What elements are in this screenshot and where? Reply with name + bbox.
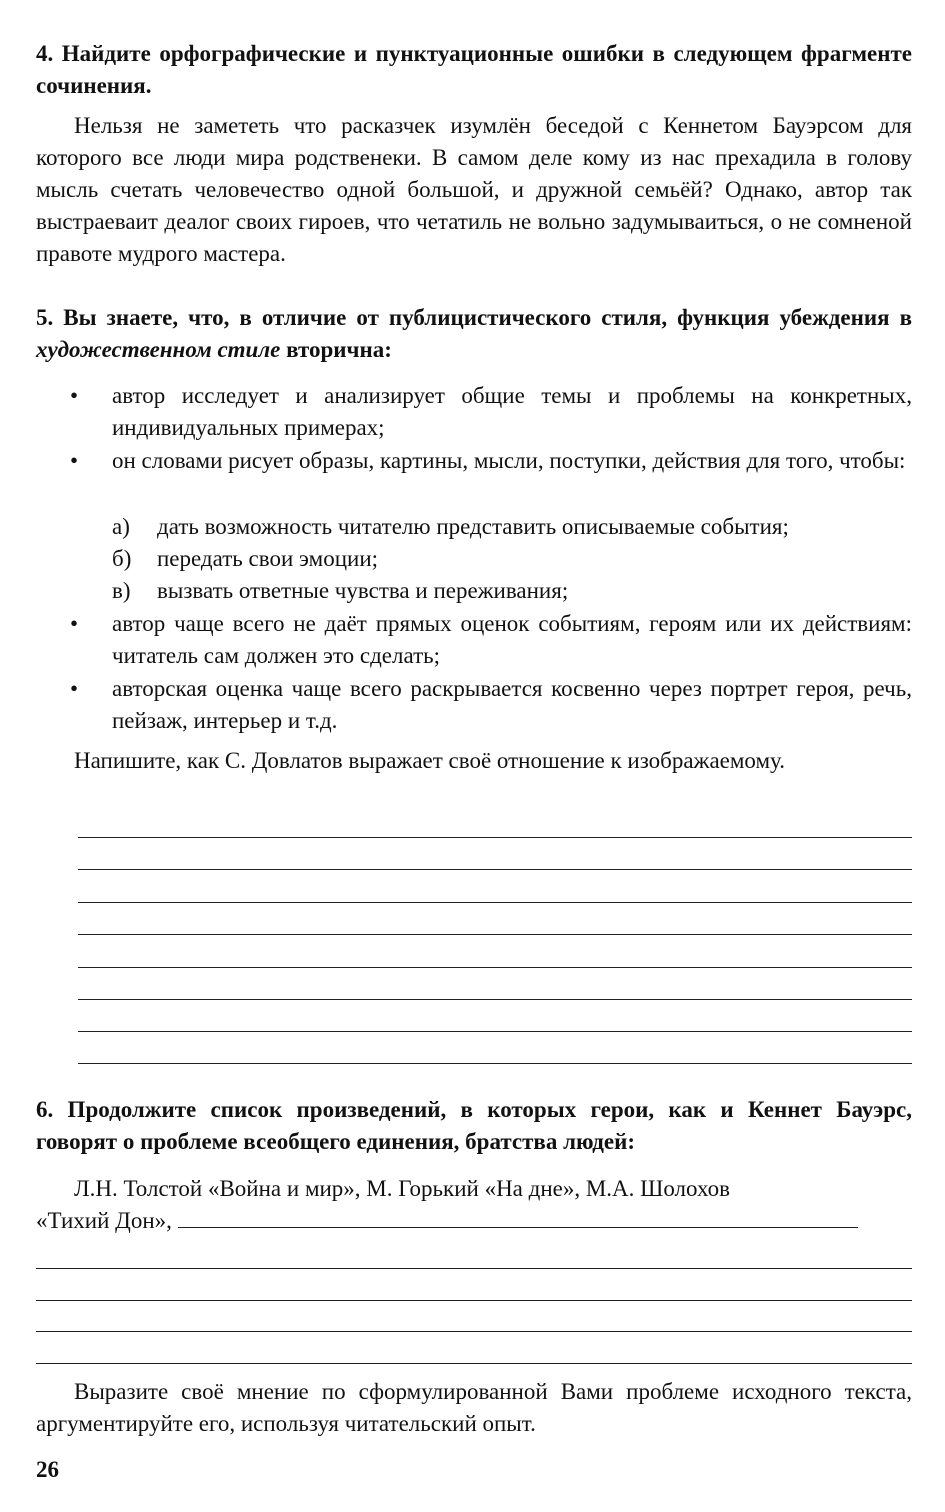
task6-list-start: «Тихий Дон», — [36, 1208, 172, 1233]
task4-title: 4. Найдите орфографические и пунктуационные ошибки в следующем фрагменте сочинения. — [36, 41, 912, 98]
task5-title-part2: вторична: — [280, 337, 392, 362]
task5-title-italic: художественном стиле — [36, 337, 281, 362]
task5-title — [36, 302, 912, 366]
answer-line[interactable] — [78, 1063, 912, 1064]
bullet-marker: • — [70, 383, 79, 408]
bullet-item-3: автор чаще всего не даёт прямых оценок событиям, героям или их действиям: читатель сам должен это сделать; — [112, 611, 912, 668]
task4-text: Нельзя не замететь что расказчек изумлён беседой с Кеннетом Бауэрсом для которого все люди мира родственеки. В самом деле кому из нас прехадила в голову мысль счетать человечество одной большой, и дружной семьёй? Однако, автор так выстраеваит деалог своих гироев, что четатиль не вольно задумываиться, о не сомненой правоте мудрого мастера. — [36, 113, 912, 266]
answer-line[interactable] — [78, 999, 912, 1000]
task6-title: 6. Продолжите список произведений, в которых герои, как и Кеннет Бауэрс, говорят о проблеме всеобщего единения, братства людей: — [36, 1097, 912, 1154]
answer-line[interactable] — [36, 1331, 912, 1332]
answer-line[interactable] — [78, 1031, 912, 1032]
subitem-text-b: передать свои эмоции; — [157, 546, 379, 571]
task6-list-line1: Л.Н. Толстой «Война и мир», М. Горький «На дне», М.А. Шолохов — [74, 1176, 730, 1201]
answer-line[interactable] — [78, 902, 912, 903]
answer-line[interactable] — [36, 1300, 912, 1301]
bullet-item-1: автор исследует и анализирует общие темы и проблемы на конкретных, индивидуальных примерах; — [112, 383, 912, 440]
task5-question: Напишите, как С. Довлатов выражает своё отношение к изображаемому. — [74, 748, 785, 773]
answer-line[interactable] — [78, 869, 912, 870]
bullet-item-4: авторская оценка чаще всего раскрывается косвенно через портрет героя, речь, пейзаж, интерьер и т.д. — [112, 676, 912, 733]
subitem-text-v: вызвать ответные чувства и переживания; — [157, 578, 569, 603]
task6-closing: Выразите своё мнение по сформулированной Вами проблеме исходного текста, аргументируйте его, используя читательский опыт. — [36, 1379, 912, 1436]
subitem-letter-a: а) — [112, 514, 130, 539]
answer-line[interactable] — [78, 967, 912, 968]
subitem-text-a: дать возможность читателю представить описываемые события; — [157, 514, 789, 539]
bullet-marker: • — [70, 448, 79, 473]
subitem-letter-b: б) — [112, 546, 132, 571]
task5-title-part1: 5. Вы знаете, что, в отличие от публицистического стиля, функция убеждения в — [36, 305, 912, 330]
bullet-marker: • — [70, 676, 79, 701]
answer-line[interactable] — [78, 837, 912, 838]
subitem-letter-v: в) — [112, 578, 131, 603]
bullet-item-2: он словами рисует образы, картины, мысли, поступки, действия для того, чтобы: — [112, 448, 906, 473]
task6-list-line2 — [36, 1205, 858, 1237]
bullet-marker: • — [70, 611, 79, 636]
answer-line[interactable] — [36, 1363, 912, 1364]
page-number: 26 — [36, 1457, 59, 1482]
answer-line-inline[interactable] — [178, 1205, 858, 1228]
answer-line[interactable] — [36, 1268, 912, 1269]
answer-line[interactable] — [78, 934, 912, 935]
